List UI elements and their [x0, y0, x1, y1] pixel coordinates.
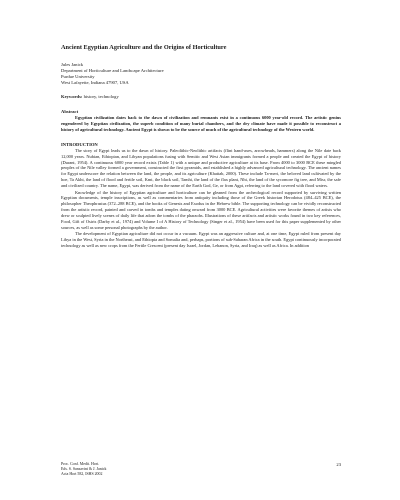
author-name: Jules Janick: [61, 62, 84, 67]
page-footer: [61, 462, 341, 477]
paper-title: Ancient Egyptian Agriculture and the Origins of Horticulture: [61, 44, 227, 51]
footer-line-3: Acta Hort 582, ISHS 2002: [61, 472, 103, 476]
proceedings-citation: [61, 462, 341, 477]
body-paragraph-2: Knowledge of the history of Egyptian agriculture and horticulture can be gleaned from the archeological record supported by surviving written Egyptian documents, temple inscriptions, as well as commentaries from antiquity including those of the Greek historian Herodotus (484–425 BCE), the philosopher Theophrastus (372–288 BCE), and the books of Genesis and Exodus in the Hebrew bible. The supporting technology can be vividly reconstructed from the artistic record, painted and carved in tombs and temples dating onward from 3000 BCE. Agricultural activities were favorite themes of artists who drew or sculpted lively scenes of daily life that adorn the tombs of the pharaohs. Illustrations of these artifacts and artistic works found in two key references, Food, Gift of Osiris (Darby et al., 1974) and Volume I of A History of Technology (Singer et al., 1954) have been used for this paper supplemented by other sources, as well as some personal photographs by the author.: [61, 189, 341, 230]
body-paragraph-3: The development of Egyptian agriculture did not occur in a vacuum. Egypt was an aggressive culture and, at one time, Egypt ruled from present day Libya in the West, Syria in the Northeast, and Ethiopia and Somalia and, perhaps, portions of sub-Saharan Africa in the south. Egypt continuously incorporated technology as well as new crops from the Fertile Crescent (present day Israel, Jordan, Lebanon, Syria, and Iraq) as well as Africa. In addition: [61, 231, 341, 249]
keywords-value: history, technology: [83, 94, 119, 99]
keywords-label: Keywords:: [61, 94, 83, 99]
footer-line-2: Eds. S. Sansavini & J. Janick: [61, 467, 107, 471]
keywords-line: [61, 94, 341, 100]
footer-line-1: Proc. Conf. Medit. Hort.: [61, 462, 100, 466]
author-department: Department of Horticulture and Landscape Architecture: [61, 68, 164, 73]
page-number: 23: [336, 462, 341, 467]
introduction-heading: INTRODUCTION: [61, 141, 98, 147]
body-paragraph-1: The story of Egypt leads us to the dawn of history. Paleolithic-Neolithic artifacts (flint hand-axes, arrowheads, hammers) along the Nile date back 12,000 years. Nubian, Ethiopian, and Libyan populations fusing with Semitic and West Asian immigrants formed a people and created the Egypt of history (Durant, 1954). A continuous 6000 year record exists (Table 1) with a unique and productive agriculture at its base. From 4000 to 3000 BCE these mingled peoples of the Nile valley formed a government, constructed the first pyramids, and established a highly advanced agricultural technology. The ancient names for Egypt underscore the relation between the land, the people, and its agriculture (Khattab, 2000). These include Ta-meri, the beloved land cultivated by the hoe, Ta Akht, the land of flood and fertile soil, Kmt, the black soil, Tamhi, the land of the flax plant, Nht, the land of the sycomore fig tree, and Misr, the safe and civilized country. The name, Egypt, was derived from the name of the Earth God, Ge, or from Agpt, referring to the land covered with flood waters.: [61, 147, 341, 189]
author-university: Purdue University: [61, 74, 95, 79]
author-address: West Lafayette, Indiana 47907, USA: [61, 80, 129, 85]
abstract-text: Egyptian civilization dates back to the dawn of civilization and remnants exist in a continuous 6000 year-old record. The artistic genius engendered by Egyptian civilization, the superb condition of many burial chambers, and the dry climate have made it possible to reconstruct a history of agricultural technology. Ancient Egypt is shown to be the source of much of the agricultural technology of the Western world.: [61, 115, 341, 132]
abstract-heading: Abstract: [61, 109, 79, 114]
author-block: [61, 62, 341, 86]
page-content: [61, 44, 341, 249]
